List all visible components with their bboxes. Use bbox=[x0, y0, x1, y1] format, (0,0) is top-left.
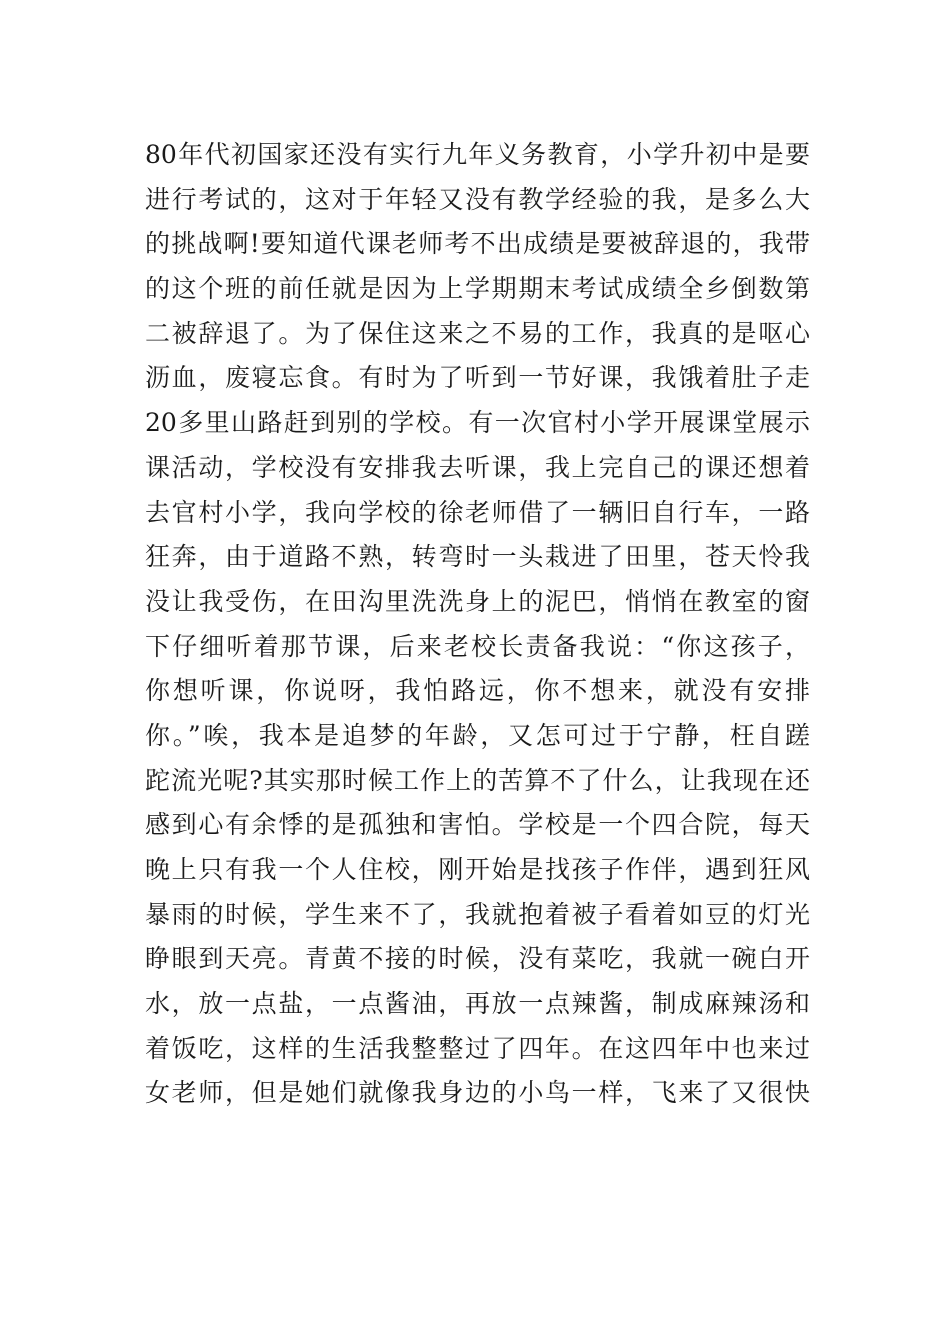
text-line: 感到心有余悸的是孤独和害怕。学校是一个四合院，每天 bbox=[145, 810, 810, 840]
text-line: 课活动，学校没有安排我去听课，我上完自己的课还想着 bbox=[145, 452, 810, 482]
text-line: 水，放一点盐，一点酱油，再放一点辣酱，制成麻辣汤和 bbox=[145, 989, 810, 1019]
text-line: 暴雨的时候，学生来不了，我就抱着被子看着如豆的灯光 bbox=[145, 899, 810, 929]
text-line: 进行考试的，这对于年轻又没有教学经验的我，是多么大 bbox=[145, 184, 810, 214]
text-line: 着饭吃，这样的生活我整整过了四年。在这四年中也来过 bbox=[145, 1033, 810, 1063]
body-paragraph bbox=[145, 133, 810, 1116]
text-line: 晚上只有我一个人住校，刚开始是找孩子作伴，遇到狂风 bbox=[145, 855, 810, 884]
text-line: 沥血，废寝忘食。有时为了听到一节好课，我饿着肚子走 bbox=[145, 363, 810, 393]
text-line: 去官村小学，我向学校的徐老师借了一辆旧自行车，一路 bbox=[145, 497, 810, 527]
text-line: 80年代初国家还没有实行九年义务教育，小学升初中是要 bbox=[145, 140, 810, 169]
text-line: 20多里山路赶到别的学校。有一次官村小学开展课堂展示 bbox=[145, 408, 810, 438]
text-line: 二被辞退了。为了保住这来之不易的工作，我真的是呕心 bbox=[145, 318, 810, 348]
text-line: 你。”唉，我本是追梦的年龄，又怎可过于宁静，枉自蹉 bbox=[145, 720, 810, 750]
text-line: 狂奔，由于道路不熟，转弯时一头栽进了田里，苍天怜我 bbox=[145, 542, 810, 572]
text-line: 下仔细听着那节课，后来老校长责备我说：“你这孩子， bbox=[145, 631, 810, 661]
text-line: 你想听课，你说呀，我怕路远，你不想来，就没有安排 bbox=[145, 676, 810, 706]
text-line: 跎流光呢?其实那时候工作上的苦算不了什么，让我现在还 bbox=[145, 765, 810, 795]
text-line: 没让我受伤，在田沟里洗洗身上的泥巴，悄悄在教室的窗 bbox=[145, 586, 810, 616]
text-line: 的挑战啊!要知道代课老师考不出成绩是要被辞退的，我带 bbox=[145, 229, 810, 259]
text-line: 的这个班的前任就是因为上学期期末考试成绩全乡倒数第 bbox=[145, 274, 810, 304]
text-line: 睁眼到天亮。青黄不接的时候，没有菜吃，我就一碗白开 bbox=[145, 944, 810, 974]
text-line: 女老师，但是她们就像我身边的小鸟一样，飞来了又很快 bbox=[145, 1078, 810, 1108]
